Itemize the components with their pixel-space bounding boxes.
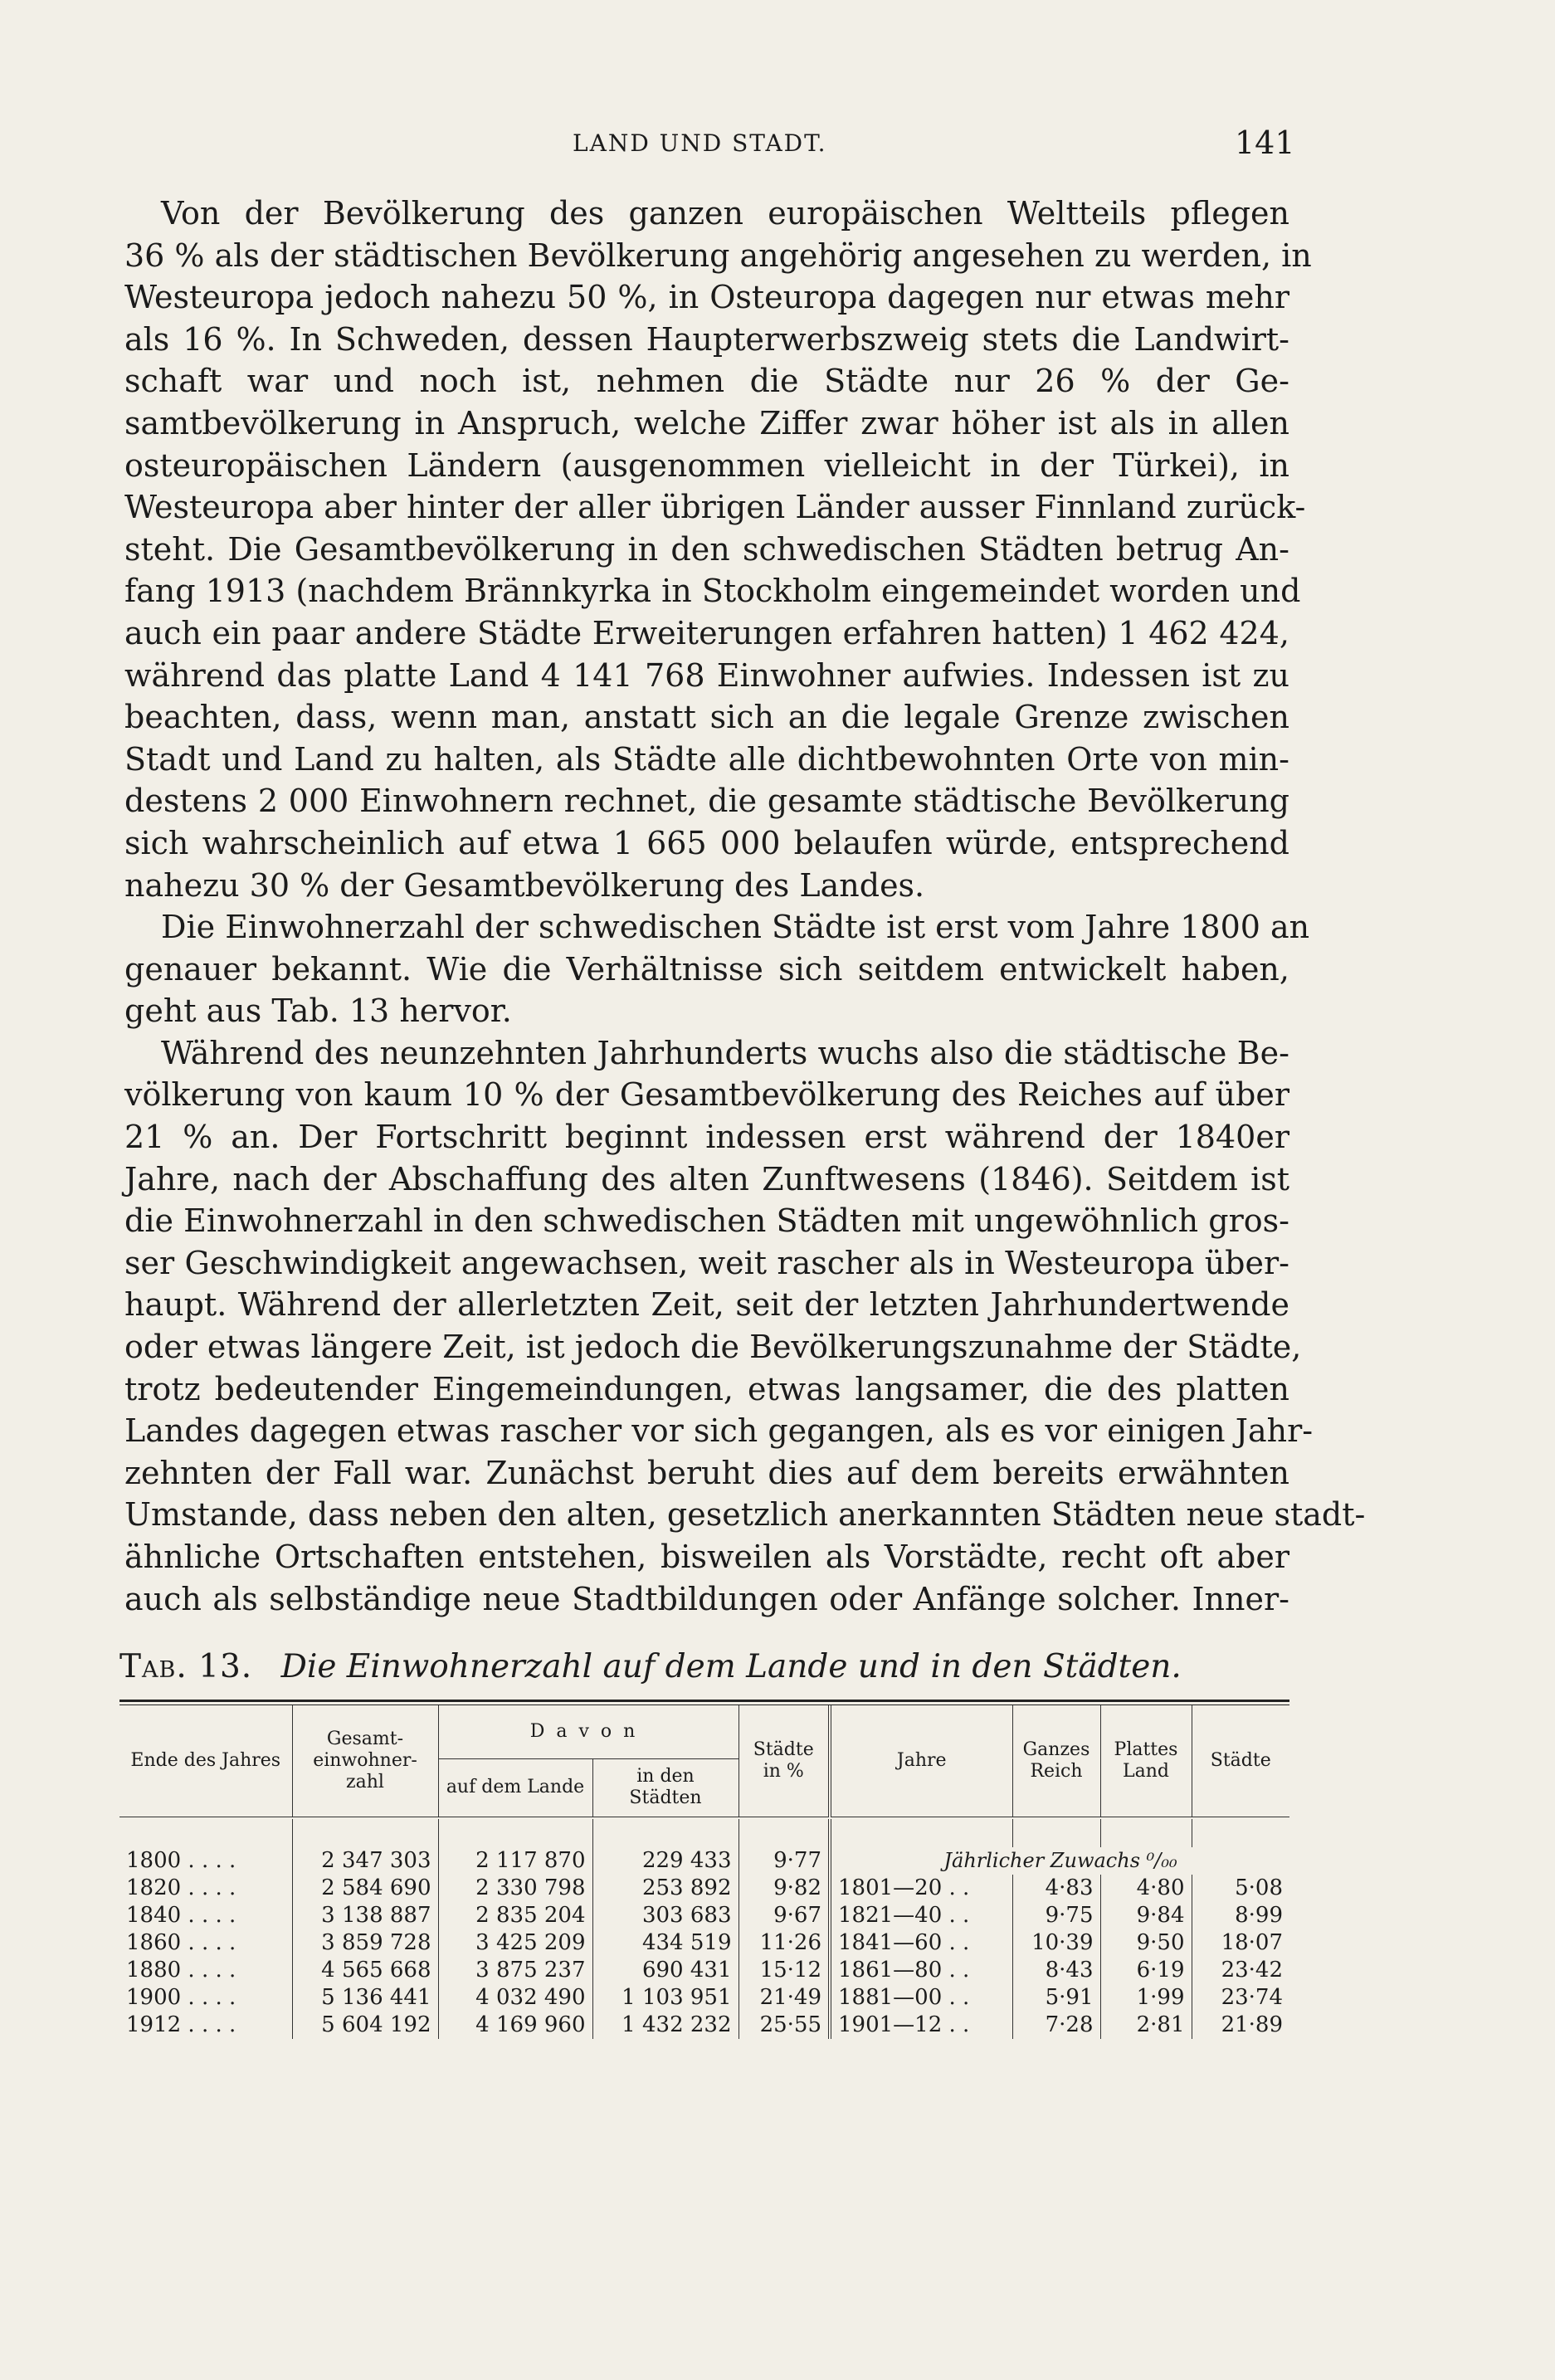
cell-reich: 5·91 [1012,1984,1100,2012]
body-line: ähnliche Ortschaften entstehen, bisweilen als Vorstädte, recht oft aber [124,1539,1289,1575]
header-staedte-pct: Städte in % [739,1705,830,1817]
cell-pct: 15·12 [739,1957,830,1984]
cell-year: 1860 . . . . [126,1929,236,1955]
table-body [119,1847,1289,2039]
cell-platt: 1·99 [1100,1984,1192,2012]
header-davon: Davon [438,1705,739,1758]
body-line: Während des neunzehnten Jahrhunderts wuchs also die städtische Be- [161,1034,1289,1071]
zuwachs-note: Jährlicher Zuwachs ⁰/₀₀ [830,1847,1289,1875]
cell-total: 2 584 690 [292,1875,438,1902]
cell-period: 1881—00 . . [830,1984,1012,2012]
cell-land: 3 875 237 [438,1957,592,1984]
cell-reich: 10·39 [1012,1929,1100,1957]
body-line: als 16 %. In Schweden, dessen Haupterwerbszweig stets die Landwirt- [124,320,1289,358]
body-line: 21 % an. Der Fortschritt beginnt indessen erst während der 1840er [124,1119,1289,1156]
cell-period: 1821—40 . . [830,1902,1012,1929]
cell-city: 434 519 [592,1929,739,1957]
cell-city: 229 433 [592,1847,739,1875]
table-row [119,2012,1289,2039]
body-line: zehnten der Fall war. Zunächst beruht dies auf dem bereits erwähnten [124,1454,1289,1491]
running-head: LAND UND STADT. [573,129,827,157]
body-line: nahezu 30 % der Gesamtbevölkerung des Landes. [124,866,925,904]
body-line: völkerung von kaum 10 % der Gesamtbevölkerung des Reiches auf über [124,1076,1289,1114]
table-row [119,1984,1289,2012]
cell-platt: 6·19 [1100,1957,1192,1984]
body-line: beachten, dass, wenn man, anstatt sich an die legale Grenze zwischen [124,699,1289,736]
body-line: samtbevölkerung in Anspruch, welche Ziffer zwar höher ist als in allen [124,404,1289,441]
body-line: Landes dagegen etwas rascher vor sich gegangen, als es vor einigen Jahr- [124,1412,1314,1450]
body-line: auch ein paar andere Städte Erweiterungen erfahren hatten) 1 462 424, [124,614,1289,651]
header-plattes-land: Plattes Land [1100,1705,1192,1817]
cell-city: 303 683 [592,1902,739,1929]
body-line: genauer bekannt. Wie die Verhältnisse sich seitdem entwickelt haben, [124,950,1289,988]
cell-platt: 9·50 [1100,1929,1192,1957]
body-line: oder etwas längere Zeit, ist jedoch die Bevölkerungszunahme der Städte, [124,1329,1302,1366]
cell-period: 1841—60 . . [830,1929,1012,1957]
cell-stadt: 23·42 [1192,1957,1289,1984]
cell-stadt: 8·99 [1192,1902,1289,1929]
header-auf-dem-lande: auf dem Lande [438,1758,592,1817]
cell-reich: 9·75 [1012,1902,1100,1929]
cell-land: 4 032 490 [438,1984,592,2012]
body-line: Jahre, nach der Abschaffung des alten Zunftwesens (1846). Seitdem ist [124,1160,1289,1197]
table-caption [119,1648,1182,1685]
body-line: ser Geschwindigkeit angewachsen, weit rascher als in Westeuropa über- [124,1244,1289,1281]
body-line: Die Einwohnerzahl der schwedischen Städte ist erst vom Jahre 1800 an [161,909,1310,946]
body-line: sich wahrscheinlich auf etwa 1 665 000 belaufen würde, entsprechend [124,824,1289,861]
cell-stadt: 21·89 [1192,2012,1289,2039]
cell-stadt: 5·08 [1192,1875,1289,1902]
cell-land: 3 425 209 [438,1929,592,1957]
body-line: destens 2 000 Einwohnern rechnet, die gesamte städtische Bevölkerung [124,783,1289,820]
body-line: osteuropäischen Ländern (ausgenommen vielleicht in der Türkei), in [124,446,1289,484]
cell-period: 1901—12 . . [830,2012,1012,2039]
body-line: Stadt und Land zu halten, als Städte alle dichtbewohnten Orte von min- [124,740,1289,778]
table-row [119,1847,1289,1875]
body-line: auch als selbständige neue Stadtbildungen oder Anfänge solcher. Inner- [124,1580,1289,1617]
cell-platt: 4·80 [1100,1875,1192,1902]
cell-pct: 11·26 [739,1929,830,1957]
cell-total: 3 859 728 [292,1929,438,1957]
page-header [0,124,1555,171]
cell-city: 690 431 [592,1957,739,1984]
body-line: während das platte Land 4 141 768 Einwohner aufwies. Indessen ist zu [124,656,1289,694]
body-line: Westeuropa jedoch nahezu 50 %, in Osteuropa dagegen nur etwas mehr [124,279,1289,316]
body-line: trotz bedeutender Eingemeindungen, etwas langsamer, die des platten [124,1370,1289,1407]
cell-total: 4 565 668 [292,1957,438,1984]
body-line: geht aus Tab. 13 hervor. [124,992,512,1030]
body-text [124,193,1366,1620]
cell-stadt: 18·07 [1192,1929,1289,1957]
body-line: haupt. Während der allerletzten Zeit, seit der letzten Jahrhundertwende [124,1286,1289,1324]
cell-reich: 8·43 [1012,1957,1100,1984]
cell-year: 1820 . . . . [126,1875,236,1900]
cell-period: 1801—20 . . [830,1875,1012,1902]
cell-pct: 25·55 [739,2012,830,2039]
cell-land: 2 117 870 [438,1847,592,1875]
cell-pct: 9·77 [739,1847,830,1875]
cell-period: 1861—80 . . [830,1957,1012,1984]
body-line: Westeuropa aber hinter der aller übrigen Länder ausser Finnland zurück- [124,489,1306,526]
cell-year: 1840 . . . . [126,1902,236,1928]
cell-total: 5 604 192 [292,2012,438,2039]
header-gesamt: Gesamt-einwohner-zahl [292,1705,438,1817]
cell-year: 1912 . . . . [126,2012,236,2037]
table-row [119,1957,1289,1984]
cell-city: 1 103 951 [592,1984,739,2012]
header-in-den-staedten: in den Städten [592,1758,739,1817]
cell-reich: 7·28 [1012,2012,1100,2039]
table-caption-title: Die Einwohnerzahl auf dem Lande und in den Städten. [280,1648,1182,1685]
header-jahre: Jahre [830,1705,1012,1817]
body-line: steht. Die Gesamtbevölkerung in den schwedischen Städten betrug An- [124,530,1289,568]
table-row [119,1929,1289,1957]
page-number: 141 [1235,124,1295,161]
cell-platt: 2·81 [1100,2012,1192,2039]
body-line: Von der Bevölkerung des ganzen europäischen Weltteils pflegen [161,195,1289,232]
body-line: die Einwohnerzahl in den schwedischen Städten mit ungewöhnlich gros- [124,1202,1289,1240]
cell-city: 253 892 [592,1875,739,1902]
cell-land: 4 169 960 [438,2012,592,2039]
body-line: fang 1913 (nachdem Brännkyrka in Stockholm eingemeindet worden und [124,573,1301,610]
cell-year: 1880 . . . . [126,1957,236,1983]
cell-platt: 9·84 [1100,1902,1192,1929]
cell-land: 2 330 798 [438,1875,592,1902]
cell-reich: 4·83 [1012,1875,1100,1902]
cell-year: 1800 . . . . [126,1847,236,1873]
cell-pct: 21·49 [739,1984,830,2012]
stats-table [119,1705,1289,2039]
cell-total: 5 136 441 [292,1984,438,2012]
cell-pct: 9·67 [739,1902,830,1929]
table-caption-label: Tab. 13. [119,1648,253,1685]
cell-total: 2 347 303 [292,1847,438,1875]
cell-stadt: 23·74 [1192,1984,1289,2012]
cell-pct: 9·82 [739,1875,830,1902]
body-line: 36 % als der städtischen Bevölkerung angehörig angesehen zu werden, in [124,237,1312,274]
table-row [119,1902,1289,1929]
body-line: Umstande, dass neben den alten, gesetzlich anerkannten Städten neue stadt- [124,1496,1366,1534]
header-ende-des-jahres: Ende des Jahres [130,1749,281,1771]
cell-total: 3 138 887 [292,1902,438,1929]
cell-city: 1 432 232 [592,2012,739,2039]
table-row [119,1875,1289,1902]
cell-land: 2 835 204 [438,1902,592,1929]
table-top-rule [119,1700,1289,1702]
population-table [119,1700,1289,2039]
header-staedte: Städte [1192,1705,1289,1817]
body-line: schaft war und noch ist, nehmen die Städte nur 26 % der Ge- [124,363,1289,400]
header-ganzes-reich: Ganzes Reich [1012,1705,1100,1817]
cell-year: 1900 . . . . [126,1984,236,2010]
